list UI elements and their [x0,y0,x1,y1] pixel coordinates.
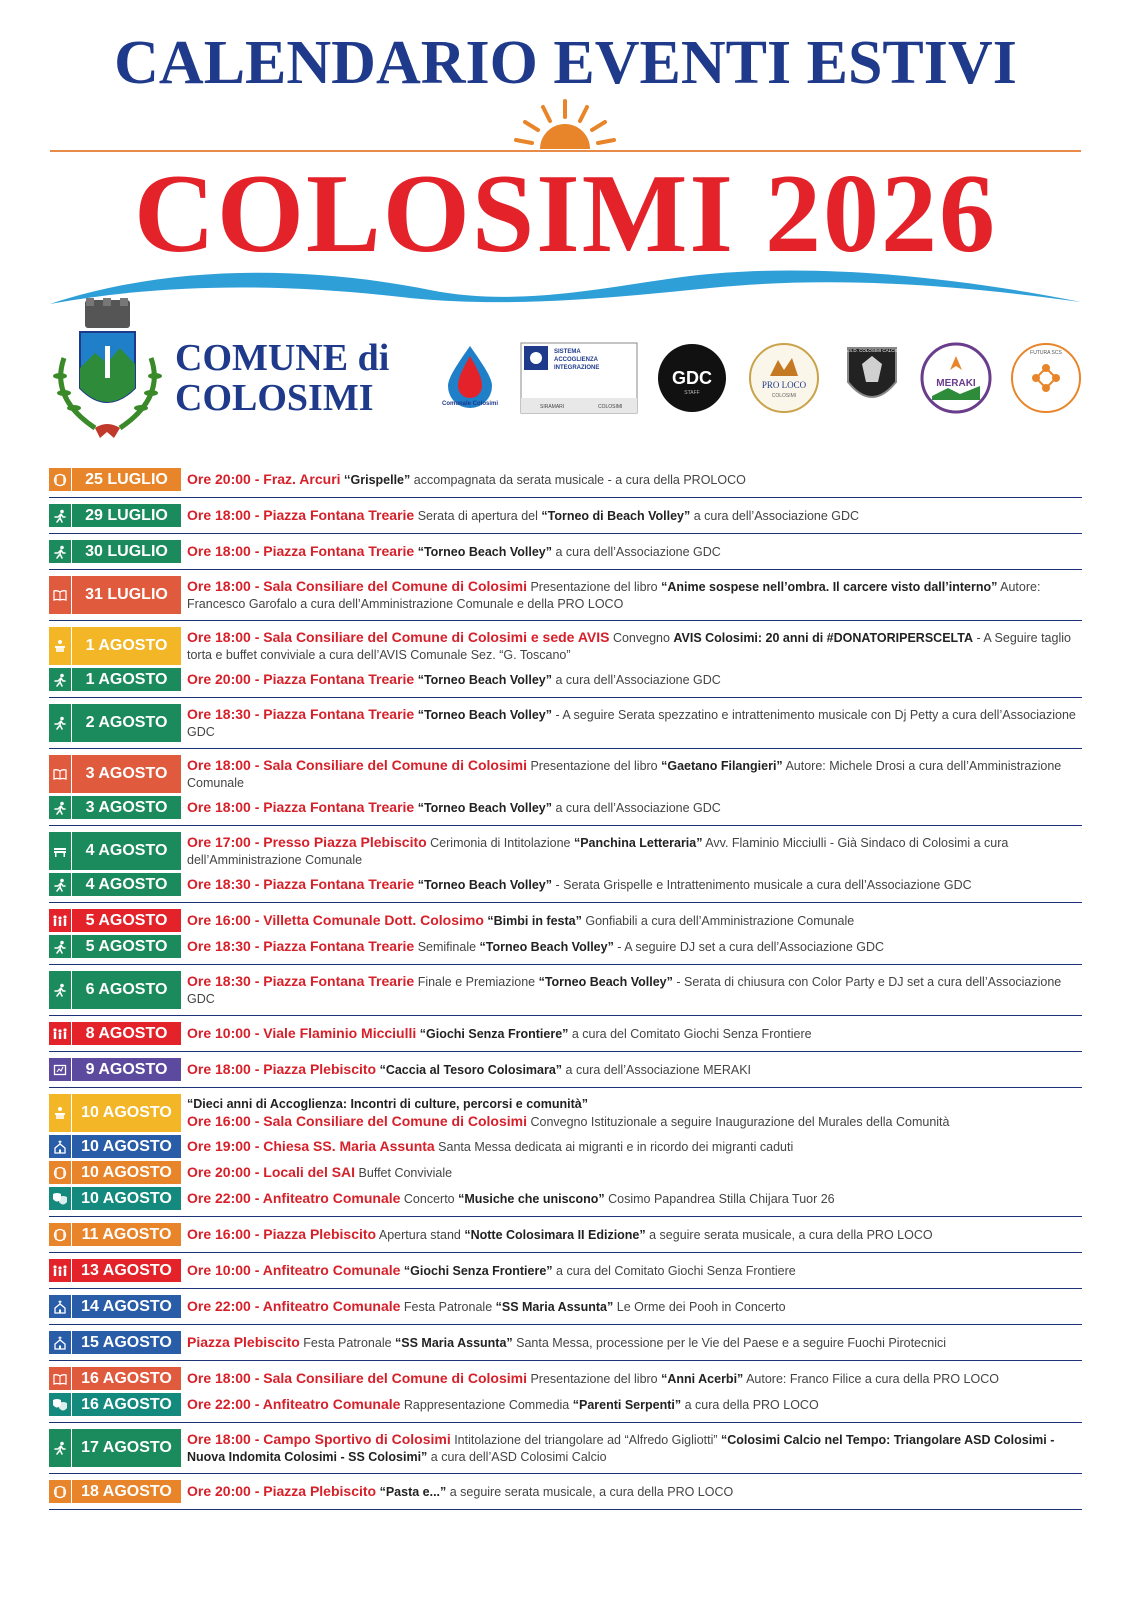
event-row [49,1135,1082,1158]
event-text: Autore: Franco Filice a cura della PRO LOCO [743,1371,999,1386]
event-title: “Torneo Beach Volley” [479,939,614,954]
book-icon [49,576,72,614]
event-row [49,1161,1082,1184]
family-icon [49,1259,72,1282]
date-badge [49,1058,181,1081]
event-group [49,1217,1082,1253]
date-badge [49,627,181,665]
event-time-location: Ore 16:00 - Sala Consiliare del Comune di Colosimi [187,1112,527,1129]
event-date: 11 AGOSTO [81,1225,172,1243]
book-icon [49,755,72,793]
event-description [187,671,1082,689]
proloco-logo [748,342,820,414]
event-description [187,799,1082,817]
date-badge [49,1429,181,1467]
event-date: 30 LUGLIO [85,542,168,560]
runner-icon [49,796,72,819]
event-time-location: Ore 20:00 - Fraz. Arcuri [187,470,341,487]
event-row [49,1295,1082,1318]
event-date: 14 AGOSTO [81,1297,172,1315]
date-badge [49,935,181,958]
runner-icon [49,704,72,742]
treasure-map-icon [49,1058,72,1081]
event-time-location: Ore 10:00 - Anfiteatro Comunale [187,1261,401,1278]
event-group [49,1088,1082,1217]
event-title: “Torneo Beach Volley” [417,544,552,559]
event-time-location: Ore 18:30 - Piazza Fontana Trearie [187,875,415,892]
event-description [187,1164,1082,1182]
event-time-location: Ore 18:00 - Sala Consiliare del Comune di Colosimi [187,577,527,594]
date-badge [49,1094,181,1132]
event-text: accompagnata da serata musicale - a cura della PROLOCO [410,472,746,487]
event-text: Buffet Conviviale [355,1165,453,1180]
event-group [49,1474,1082,1510]
event-text: a cura dell’Associazione GDC [690,508,860,523]
event-group [49,1289,1082,1325]
event-date: 4 AGOSTO [85,875,168,893]
wave-icon [50,268,1081,308]
event-date: 5 AGOSTO [85,911,168,929]
event-title: “Giochi Senza Frontiere” [403,1263,553,1278]
event-row [49,1058,1082,1081]
event-time-location: Piazza Plebiscito [187,1333,300,1350]
event-date: 8 AGOSTO [85,1024,168,1042]
event-date: 1 AGOSTO [85,670,168,688]
calcio-logo [836,342,908,414]
poster-header [0,0,1131,460]
event-date: 3 AGOSTO [85,798,168,816]
date-badge [49,1480,181,1503]
event-date: 16 AGOSTO [81,1369,172,1387]
event-description [187,876,1082,894]
event-time-location: Ore 19:00 - Chiesa SS. Maria Assunta [187,1137,435,1154]
event-text: Presentazione del libro [527,1371,662,1386]
event-row [49,1480,1082,1503]
gdc-text: GDC [672,368,712,388]
event-group [49,1052,1082,1088]
runner-icon [49,668,72,691]
sai-logo [520,342,638,414]
avis-logo [436,342,504,410]
event-title: “Anime sospese nell’ombra. Il carcere visto dall’interno” [661,579,998,594]
event-row [49,1331,1082,1354]
event-description [187,1226,1082,1244]
event-group [49,1325,1082,1361]
runner-icon [49,873,72,896]
date-badge [49,504,181,527]
event-time-location: Ore 18:00 - Sala Consiliare del Comune di Colosimi e sede AVIS [187,628,610,645]
event-date: 10 AGOSTO [81,1137,172,1155]
event-row [49,504,1082,527]
event-time-location: Ore 20:00 - Piazza Fontana Trearie [187,670,415,687]
event-text: Santa Messa, processione per le Vie del Paese e a seguire Fuochi Pirotecnici [512,1335,947,1350]
date-badge [49,540,181,563]
date-badge [49,1393,181,1416]
fork-knife-icon [49,1480,72,1503]
event-date: 5 AGOSTO [85,937,168,955]
event-text: a cura dell’Associazione GDC [552,672,721,687]
fork-knife-icon [49,1223,72,1246]
event-theme: “Dieci anni di Accoglienza: Incontri di culture, percorsi e comunità” [187,1096,589,1111]
event-time-location: Ore 18:00 - Campo Sportivo di Colosimi [187,1430,451,1447]
event-description [187,1061,1082,1079]
event-row [49,971,1082,1009]
sai-bottom-left: SIRAMARI [540,404,565,410]
event-row [49,1393,1082,1416]
event-row [49,704,1082,742]
fork-knife-icon [49,1161,72,1184]
date-badge [49,1331,181,1354]
event-text: Avv. Flaminio Micciulli - Già Sindaco di Colosimi a cura dell’Amministrazione Comunale [187,835,1009,867]
event-description [187,507,1082,525]
event-group [49,1253,1082,1289]
event-description [187,471,1082,489]
event-title: “Gaetano Filangieri” [661,758,783,773]
event-text: a cura dell’Associazione MERAKI [562,1062,752,1077]
event-group [49,534,1082,570]
event-date: 25 LUGLIO [85,470,168,488]
event-list [49,462,1082,1510]
event-description [187,1025,1082,1043]
meraki-logo [920,342,992,414]
sai-text-2: ACCOGLIENZA [554,357,598,363]
event-row [49,755,1082,793]
event-date: 13 AGOSTO [81,1261,172,1279]
event-description [187,912,1082,930]
event-time-location: Ore 16:00 - Villetta Comunale Dott. Colosimo [187,911,484,928]
event-date: 29 LUGLIO [85,506,168,524]
event-text: Autore: Francesco Garofalo a cura dell’Amministrazione Comunale e della PRO LOCO [187,579,1041,611]
event-title: ‘‘Grispelle” [344,472,411,487]
event-text: Concerto [400,1191,459,1206]
event-row [49,909,1082,932]
event-group [49,965,1082,1016]
event-date: 10 AGOSTO [81,1163,172,1181]
date-badge [49,1367,181,1390]
event-description [187,1431,1082,1466]
sai-text-3: INTEGRAZIONE [554,365,600,371]
runner-icon [49,540,72,563]
event-row [49,1022,1082,1045]
event-title: “Colosimi Calcio nel Tempo: Triangolare ASD Colosimi - Nuova Indomita Colosimi - SS Colosimi” [187,1432,1055,1464]
event-text: Serata di apertura del [414,508,542,523]
futura-text: FUTURA SCS [1030,350,1062,356]
event-date: 6 AGOSTO [85,981,168,998]
event-title: “Torneo Beach Volley” [417,800,552,815]
event-text: a seguire serata musicale, a cura della PRO LOCO [645,1227,933,1242]
event-row [49,1187,1082,1210]
event-title: AVIS Colosimi: 20 anni di #DONATORIPERSCELTA [673,630,973,645]
calcio-text: A.S.D. COLOSIMI CALCIO [844,348,900,353]
event-text: Rappresentazione Commedia [400,1397,573,1412]
event-title: “Giochi Senza Frontiere” [419,1026,569,1041]
event-date: 9 AGOSTO [85,1060,168,1078]
event-row [49,796,1082,819]
event-title: “Torneo Beach Volley” [417,877,552,892]
event-description [187,1334,1082,1352]
event-description [187,938,1082,956]
fork-knife-icon [49,468,72,491]
event-title: “Parenti Serpenti” [572,1397,682,1412]
poster-title: CALENDARIO EVENTI ESTIVI [114,29,1017,97]
event-group [49,903,1082,965]
event-text: Semifinale [414,939,480,954]
event-row [49,576,1082,614]
date-badge [49,1022,181,1045]
event-date: 4 AGOSTO [85,842,168,859]
date-badge [49,576,181,614]
event-row [49,1429,1082,1467]
event-description [187,706,1082,741]
event-time-location: Ore 17:00 - Presso Piazza Plebiscito [187,833,427,850]
date-badge [49,1187,181,1210]
event-description [187,1262,1082,1280]
event-description [187,1138,1082,1156]
event-group [49,570,1082,621]
date-badge [49,468,181,491]
date-badge [49,1135,181,1158]
event-text: a cura dell’ASD Colosimi Calcio [427,1449,607,1464]
sai-text-1: SISTEMA [554,349,581,355]
event-time-location: Ore 20:00 - Piazza Plebiscito [187,1482,377,1499]
event-time-location: Ore 18:00 - Sala Consiliare del Comune di Colosimi [187,1369,527,1386]
event-time-location: Ore 18:00 - Piazza Fontana Trearie [187,542,415,559]
family-icon [49,909,72,932]
event-title: “Notte Colosimara II Edizione” [464,1227,646,1242]
event-row [49,1259,1082,1282]
event-text: Le Orme dei Pooh in Concerto [613,1299,786,1314]
event-description [187,629,1082,664]
comune-line-1: COMUNE di [175,337,390,379]
event-text: Festa Patronale [400,1299,496,1314]
event-group [49,1361,1082,1423]
event-date: 31 LUGLIO [85,586,168,603]
event-group [49,1016,1082,1052]
event-description [187,1096,1082,1131]
event-time-location: Ore 22:00 - Anfiteatro Comunale [187,1189,401,1206]
event-row [49,468,1082,491]
date-badge [49,873,181,896]
event-date: 15 AGOSTO [81,1333,172,1351]
event-row [49,627,1082,665]
event-description [187,1190,1082,1208]
church-icon [49,1331,72,1354]
event-date: 17 AGOSTO [81,1439,172,1456]
event-text: a cura della PRO LOCO [681,1397,819,1412]
conference-icon [49,627,72,665]
gdc-logo [656,342,728,414]
event-text: Presentazione del libro [527,579,662,594]
event-title: “Torneo Beach Volley” [417,707,552,722]
town-crest-icon [50,298,165,448]
event-text: Santa Messa dedicata ai migranti e in ricordo dei migranti caduti [434,1139,794,1154]
event-time-location: Ore 16:00 - Piazza Plebiscito [187,1225,377,1242]
event-date: 10 AGOSTO [81,1104,172,1121]
event-description [187,1483,1082,1501]
event-row [49,1367,1082,1390]
event-text: Finale e Premiazione [414,974,539,989]
theatre-masks-icon [49,1393,72,1416]
event-text: Gonfiabili a cura dell’Amministrazione Comunale [581,913,855,928]
date-badge [49,704,181,742]
runner-icon [49,971,72,1009]
event-text: Convegno Istituzionale a seguire Inaugurazione del Murales della Comunità [527,1114,950,1129]
bench-icon [49,832,72,870]
event-text: Cosimo Papandrea Stilla Chijara Tuor 26 [604,1191,835,1206]
event-description [187,757,1082,792]
event-title: “Torneo Beach Volley” [538,974,673,989]
event-text: - Serata Grispelle e Intrattenimento musicale a cura dell’Associazione GDC [552,877,972,892]
event-group [49,621,1082,698]
event-date: 16 AGOSTO [81,1395,172,1413]
event-text: - A seguire DJ set a cura dell’Associazione GDC [613,939,885,954]
date-badge [49,971,181,1009]
date-badge [49,1259,181,1282]
theatre-masks-icon [49,1187,72,1210]
event-text: a cura del Comitato Giochi Senza Frontiere [568,1026,812,1041]
event-date: 10 AGOSTO [81,1189,172,1207]
event-time-location: Ore 18:30 - Piazza Fontana Trearie [187,705,415,722]
event-title: “Torneo Beach Volley” [417,672,552,687]
event-time-location: Ore 18:00 - Piazza Fontana Trearie [187,798,415,815]
event-text: a cura del Comitato Giochi Senza Frontiere [552,1263,796,1278]
date-badge [49,1295,181,1318]
event-group [49,826,1082,903]
event-row [49,1094,1082,1132]
sunrise-icon [510,97,620,152]
event-time-location: Ore 18:00 - Sala Consiliare del Comune di Colosimi [187,756,527,773]
runner-icon [49,935,72,958]
event-description [187,578,1082,613]
event-date: 2 AGOSTO [85,714,168,731]
date-badge [49,832,181,870]
event-text: Festa Patronale [299,1335,396,1350]
event-text: - A seguire Serata spezzatino e intrattenimento musicale con Dj Petty a cura dell’Associazione GDC [187,707,1076,739]
event-text: a seguire serata musicale, a cura della PRO LOCO [446,1484,734,1499]
church-icon [49,1295,72,1318]
event-text: a cura dell’Associazione GDC [552,800,721,815]
family-icon [49,1022,72,1045]
event-group [49,698,1082,749]
date-badge [49,1223,181,1246]
date-badge [49,796,181,819]
event-text: Apertura stand [376,1227,465,1242]
event-title: “Anni Acerbi” [661,1371,744,1386]
proloco-text: PRO LOCO [761,380,807,390]
event-text: Cerimonia di Intitolazione [426,835,574,850]
avis-caption: Comunale Colosimi [441,401,499,407]
event-title: “Caccia al Tesoro Colosimara” [379,1062,563,1077]
runner-icon [49,1429,72,1467]
runner-icon [49,504,72,527]
date-badge [49,668,181,691]
book-icon [49,1367,72,1390]
event-text: Intitolazione del triangolare ad “Alfredo Gigliotti” [450,1432,722,1447]
event-description [187,1396,1082,1414]
event-date: 18 AGOSTO [81,1482,172,1500]
event-text: a cura dell’Associazione GDC [552,544,721,559]
meraki-text: MERAKI [936,378,976,389]
event-text: Presentazione del libro [527,758,662,773]
event-time-location: Ore 18:00 - Piazza Plebiscito [187,1060,377,1077]
event-time-location: Ore 22:00 - Anfiteatro Comunale [187,1297,401,1314]
event-description [187,973,1082,1008]
event-date: 1 AGOSTO [85,637,168,654]
event-time-location: Ore 10:00 - Viale Flaminio Micciulli [187,1024,417,1041]
event-group [49,749,1082,826]
futura-logo [1010,342,1082,414]
event-time-location: Ore 22:00 - Anfiteatro Comunale [187,1395,401,1412]
event-title: “SS Maria Assunta” [395,1335,513,1350]
event-group [49,1423,1082,1474]
date-badge [49,755,181,793]
conference-icon [49,1094,72,1132]
event-group [49,498,1082,534]
event-title: “SS Maria Assunta” [495,1299,614,1314]
event-date: 3 AGOSTO [85,765,168,782]
event-text: - Serata di chiusura con Color Party e DJ set a cura dell’Associazione GDC [187,974,1062,1006]
event-text: Convegno [609,630,674,645]
church-icon [49,1135,72,1158]
event-text: - A Seguire taglio torta e buffet conviviale a cura dell’AVIS Comunale Sez. “G. Toscano” [187,630,1071,662]
event-time-location: Ore 20:00 - Locali del SAI [187,1163,356,1180]
event-description [187,834,1082,869]
event-row [49,1223,1082,1246]
event-time-location: Ore 18:00 - Piazza Fontana Trearie [187,506,415,523]
event-time-location: Ore 18:30 - Piazza Fontana Trearie [187,972,415,989]
comune-name [175,338,425,418]
event-description [187,1298,1082,1316]
event-title: “Panchina Letteraria” [573,835,703,850]
event-time-location: Ore 18:30 - Piazza Fontana Trearie [187,937,415,954]
date-badge [49,1161,181,1184]
sai-bottom-right: COLOSIMI [598,404,623,410]
event-row [49,873,1082,896]
event-title: “Bimbi in festa” [487,913,582,928]
event-row [49,832,1082,870]
poster-subtitle: COLOSIMI 2026 [134,152,997,276]
date-badge [49,909,181,932]
event-title: “Pasta e...” [379,1484,447,1499]
proloco-sub: COLOSIMI [771,393,797,399]
event-row [49,935,1082,958]
event-title: “Torneo di Beach Volley” [541,508,691,523]
event-title: “Musiche che uniscono” [458,1191,605,1206]
event-group [49,462,1082,498]
event-row [49,668,1082,691]
event-description [187,543,1082,561]
event-row [49,540,1082,563]
gdc-sub: STAFF [684,390,700,396]
event-description [187,1370,1082,1388]
event-text: Autore: Michele Drosi a cura dell’Amministrazione Comunale [187,758,1062,790]
comune-line-2: COLOSIMI [175,377,374,419]
